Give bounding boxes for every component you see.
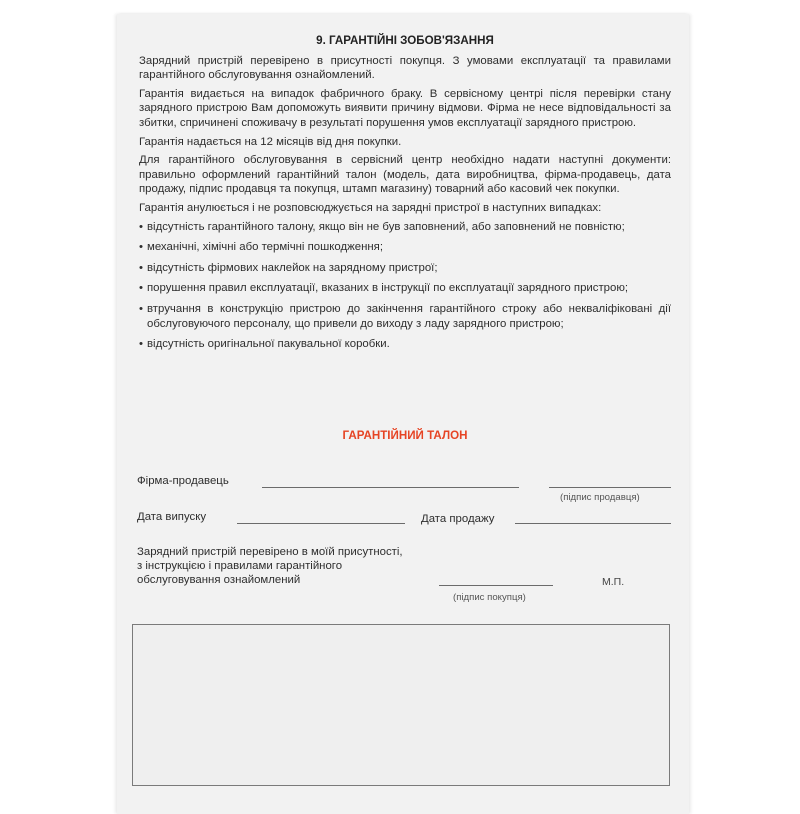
paragraph-documents: Для гарантійного обслуговування в сервісний центр необхідно надати наступні документи: правильно оформлений гарантійний талон (модель, дата виробництва, фірма-продавець, дата продажу, підпис продавця та покупця, штамп магазину) товарний або касовий чек покупки. xyxy=(139,154,671,196)
section-title: 9. ГАРАНТІЙНІ ЗОБОВ'ЯЗАННЯ xyxy=(316,34,494,47)
release-date-line xyxy=(237,523,405,524)
confirmation-line-3: обслуговування ознайомлений xyxy=(137,574,301,586)
confirmation-line-2: з інструкцією і правилами гарантійного xyxy=(137,560,343,572)
release-date-label: Дата випуску xyxy=(137,511,207,523)
stamp-box xyxy=(132,624,670,786)
seller-signature-line xyxy=(549,487,671,488)
sale-date-line xyxy=(515,523,671,524)
list-item: • відсутність фірмових наклейок на зарядному пристрої; xyxy=(139,261,671,276)
paragraph-period: Гарантія надається на 12 місяців від дня покупки. xyxy=(139,135,402,148)
paragraph-defect: Гарантія видається на випадок фабричного браку. В сервісному центрі після перевірки стану зарядного пристрою Вам допоможуть виявити причину відмови. Фірма не несе відповідальності за збитки, спричинені споживачу в результаті порушення умов експлуатації зарядного пристрою. xyxy=(139,87,671,129)
list-item: • відсутність оригінальної пакувальної коробки. xyxy=(139,337,671,352)
list-item: • відсутність гарантійного талону, якщо він не був заповнений, або заповнений не повністю; xyxy=(139,220,671,235)
void-cases-list xyxy=(139,220,671,352)
seller-label: Фірма-продавець xyxy=(137,475,229,487)
buyer-signature-caption: (підпис покупця) xyxy=(453,592,526,603)
coupon-title: ГАРАНТІЙНИЙ ТАЛОН xyxy=(342,429,468,442)
paragraph-void-intro: Гарантія анулюється і не розповсюджується на зарядні пристрої в наступних випадках: xyxy=(139,201,602,214)
warranty-section xyxy=(139,34,671,358)
seller-signature-caption: (підпис продавця) xyxy=(560,492,640,503)
list-item: • порушення правил експлуатації, вказаних в інструкції по експлуатації зарядного пристрою; xyxy=(139,281,671,296)
list-item: • механічні, хімічні або термічні пошкодження; xyxy=(139,240,671,255)
stamp-label: М.П. xyxy=(602,576,625,588)
seller-line xyxy=(262,487,519,488)
confirmation-line-1: Зарядний пристрій перевірено в моїй присутності, xyxy=(137,546,403,558)
buyer-signature-line xyxy=(439,585,553,586)
paragraph-inspection: Зарядний пристрій перевірено в присутності покупця. З умовами експлуатації та правилами гарантійного обслуговування ознайомлений. xyxy=(139,54,671,82)
document-page xyxy=(117,14,689,814)
list-item: • втручання в конструкцію пристрою до закінчення гарантійного строку або некваліфіковані дії обслуговуючого персоналу, що привели до виходу з ладу зарядного пристрою; xyxy=(139,302,671,331)
sale-date-label: Дата продажу xyxy=(421,513,495,525)
